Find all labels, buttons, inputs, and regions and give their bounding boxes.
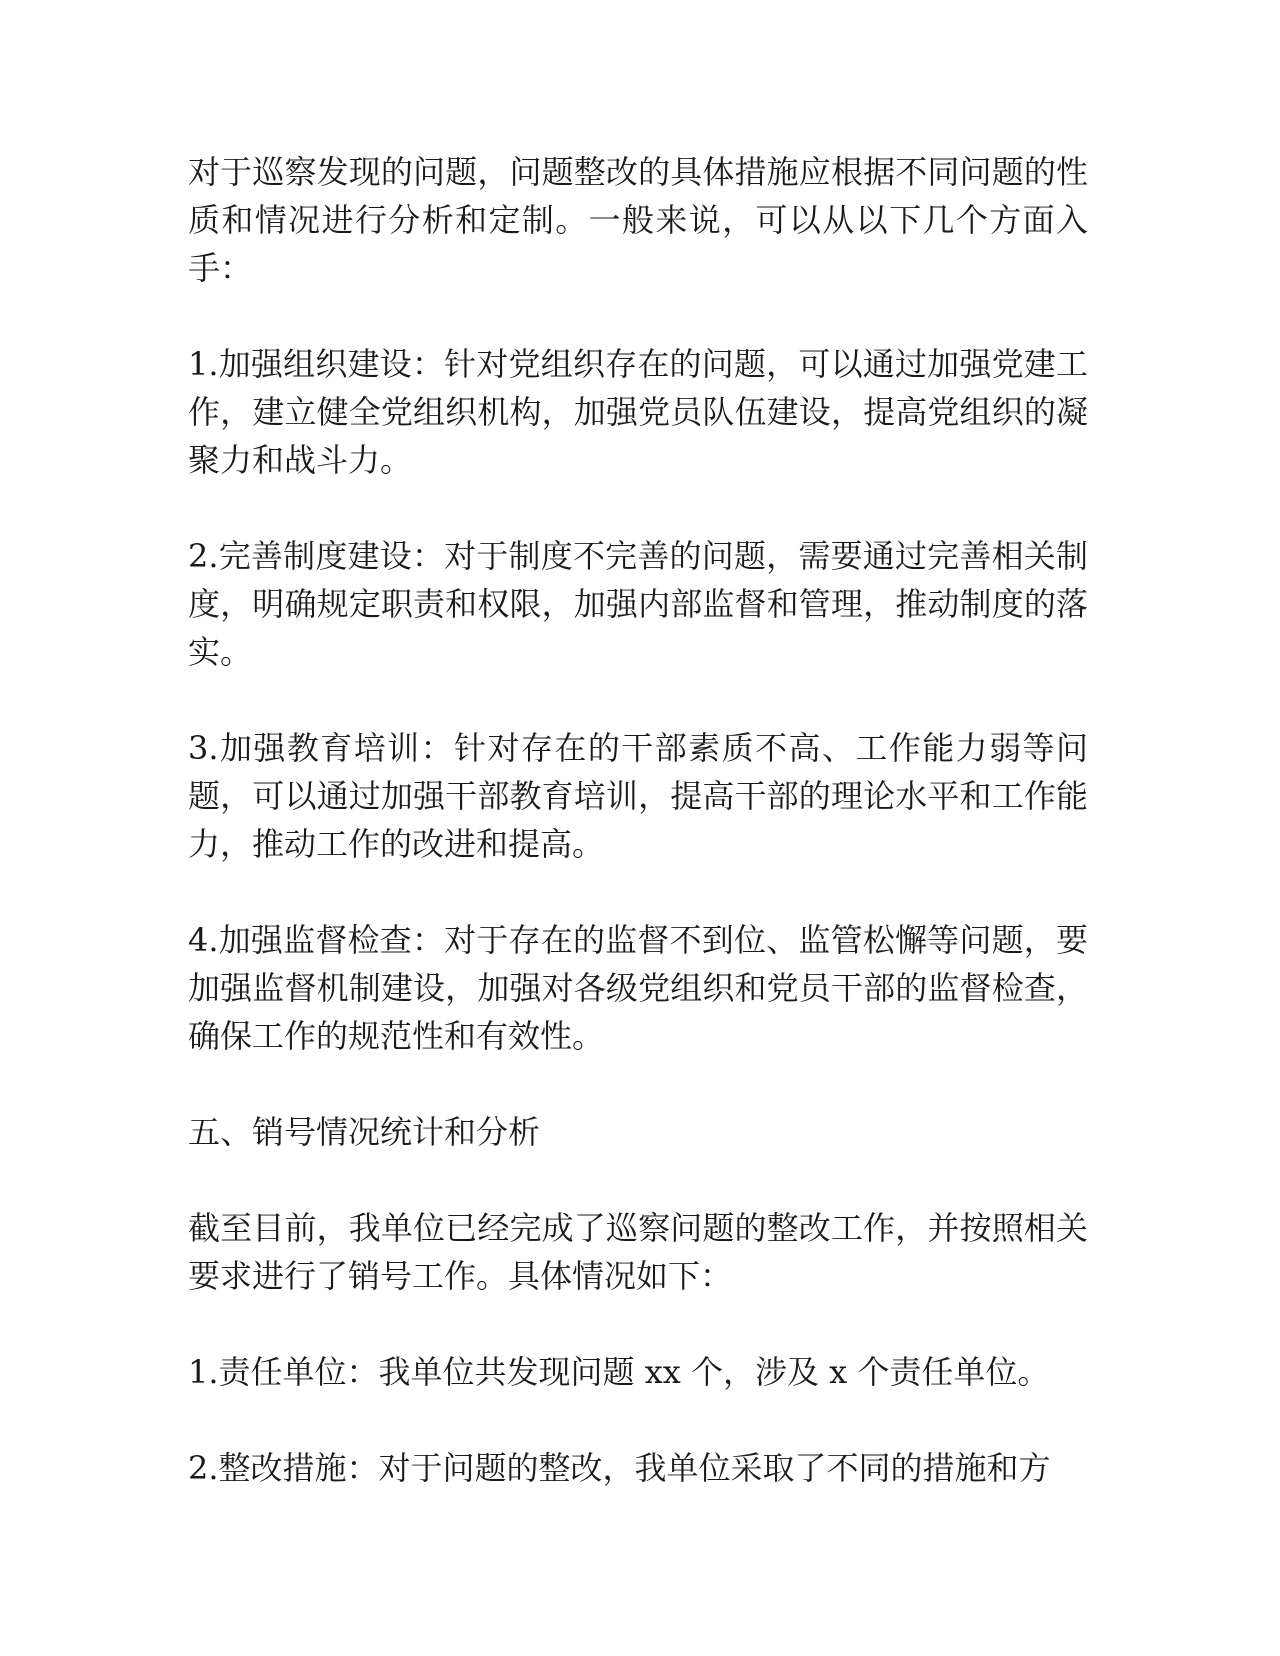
stat-item-1: 1.责任单位：我单位共发现问题 xx 个，涉及 x 个责任单位。 <box>188 1353 1050 1391</box>
document-body <box>188 148 1088 1540</box>
intro-paragraph: 对于巡察发现的问题，问题整改的具体措施应根据不同问题的性质和情况进行分析和定制。一般来说，可以从以下几个方面入手： <box>188 153 1088 287</box>
section-intro-paragraph: 截至目前，我单位已经完成了巡察问题的整改工作，并按照相关要求进行了销号工作。具体情况如下： <box>188 1209 1088 1295</box>
measure-item-2: 2.完善制度建设：对于制度不完善的问题，需要通过完善相关制度，明确规定职责和权限，加强内部监督和管理，推动制度的落实。 <box>188 537 1088 671</box>
section-heading: 五、销号情况统计和分析 <box>188 1113 541 1151</box>
stat-item-2: 2.整改措施：对于问题的整改，我单位采取了不同的措施和方 <box>188 1449 1051 1487</box>
measure-item-4: 4.加强监督检查：对于存在的监督不到位、监管松懈等问题，要加强监督机制建设，加强对各级党组织和党员干部的监督检查，确保工作的规范性和有效性。 <box>188 921 1088 1055</box>
measure-item-3: 3.加强教育培训：针对存在的干部素质不高、工作能力弱等问题，可以通过加强干部教育培训，提高干部的理论水平和工作能力，推动工作的改进和提高。 <box>188 729 1088 863</box>
measure-item-1: 1.加强组织建设：针对党组织存在的问题，可以通过加强党建工作，建立健全党组织机构，加强党员队伍建设，提高党组织的凝聚力和战斗力。 <box>188 345 1088 479</box>
